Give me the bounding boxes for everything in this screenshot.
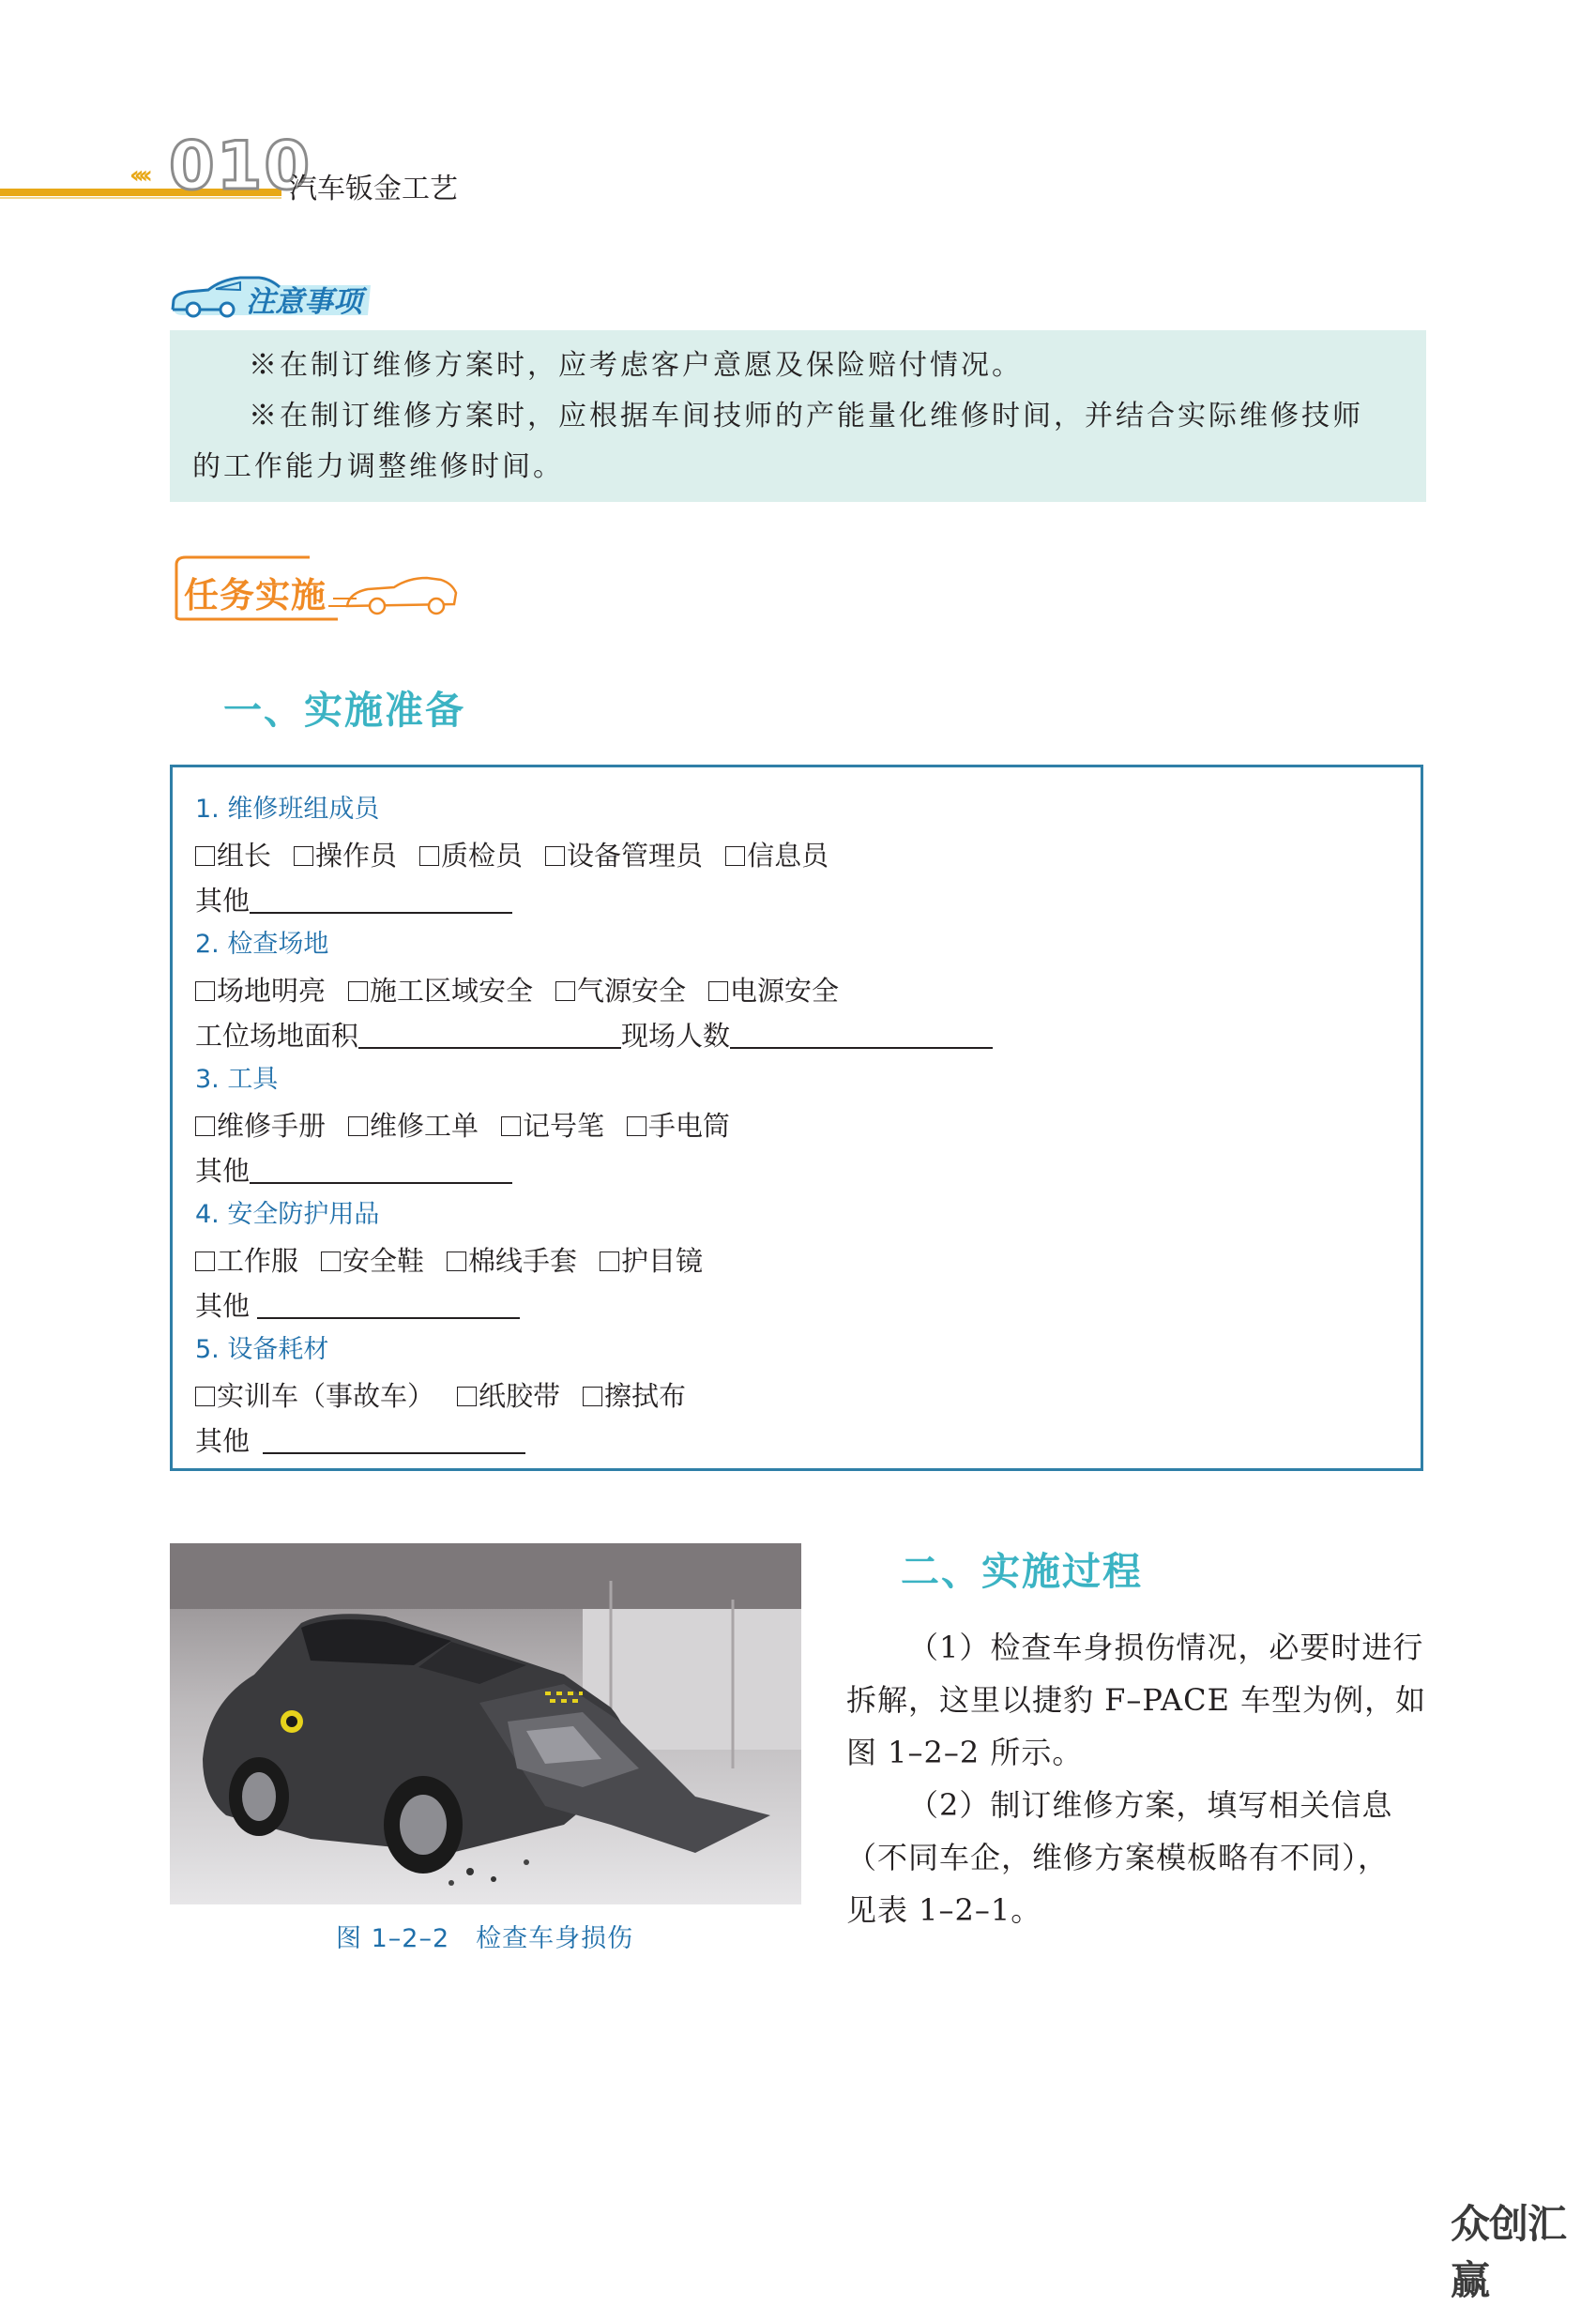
checkbox[interactable]	[348, 981, 368, 1001]
checkbox[interactable]	[600, 1252, 619, 1271]
checkbox[interactable]	[447, 1252, 466, 1271]
process-heading: 二、实施过程	[901, 1549, 1143, 1594]
other-row	[195, 1150, 512, 1189]
prep-options-row	[195, 1240, 725, 1279]
checkbox-option[interactable]: 擦拭布	[583, 1375, 686, 1414]
other-row	[195, 1285, 520, 1324]
checkbox-option[interactable]: 气源安全	[555, 970, 686, 1009]
checkbox[interactable]	[583, 1387, 602, 1406]
notice-line: 的工作能力调整维修时间。	[192, 450, 564, 483]
other-label: 其他	[195, 1425, 251, 1457]
checkbox[interactable]	[348, 1116, 368, 1136]
prep-section-title: 5. 设备耗材	[195, 1335, 329, 1364]
checkbox[interactable]	[501, 1116, 521, 1136]
checkbox[interactable]	[195, 981, 215, 1001]
checkbox[interactable]	[294, 846, 313, 866]
crashed-car-photo	[170, 1543, 801, 1904]
checkbox-option[interactable]: 安全鞋	[321, 1240, 424, 1279]
other-label: 其他	[195, 885, 251, 917]
other-label: 其他	[195, 1290, 251, 1322]
prep-options-row	[195, 1105, 752, 1144]
checkbox[interactable]	[627, 1116, 646, 1136]
watermark: 众创汇赢	[1451, 2201, 1567, 2303]
checkbox[interactable]	[195, 1252, 215, 1271]
other-label: 其他	[195, 1155, 251, 1187]
checkbox[interactable]	[419, 846, 439, 866]
chevrons-icon: ‹‹‹‹	[129, 161, 147, 190]
notice-box	[170, 330, 1426, 502]
checkbox[interactable]	[725, 846, 745, 866]
checkbox[interactable]	[195, 846, 215, 866]
other-blank-field[interactable]	[257, 1291, 520, 1319]
checkbox-option[interactable]: 电源安全	[708, 970, 839, 1009]
checkbox[interactable]	[555, 981, 575, 1001]
checkbox-option[interactable]: 记号笔	[501, 1105, 604, 1144]
checkbox-option[interactable]: 场地明亮	[195, 970, 326, 1009]
page-number: 010	[169, 128, 312, 205]
other-row	[195, 1420, 525, 1459]
checkbox-option[interactable]: 手电筒	[627, 1105, 730, 1144]
other-row	[195, 880, 512, 918]
checkbox-option[interactable]: 设备管理员	[545, 835, 703, 873]
checkbox-option[interactable]: 信息员	[725, 835, 828, 873]
notice-line: ※在制订维修方案时，应根据车间技师的产能量化维修时间，并结合实际维修技师	[249, 400, 1363, 432]
process-line: （2）制订维修方案，填写相关信息	[908, 1787, 1393, 1823]
checkbox-option[interactable]: 组长	[195, 835, 271, 873]
prep-options-row	[195, 835, 851, 873]
notice-title: 注意事项	[246, 285, 362, 319]
checkbox-option[interactable]: 维修手册	[195, 1105, 326, 1144]
other-blank-field[interactable]	[263, 1426, 525, 1454]
prep-section-title: 2. 检查场地	[195, 930, 329, 959]
figure-caption: 图 1–2–2 检查车身损伤	[336, 1924, 634, 1953]
process-line: 拆解，这里以捷豹 F–PACE 车型为例，如	[846, 1682, 1427, 1718]
people-label: 现场人数	[621, 1020, 731, 1052]
area-people-row	[195, 1015, 993, 1054]
prep-section-title: 3. 工具	[195, 1065, 279, 1094]
prep-heading: 一、实施准备	[223, 688, 465, 733]
task-title: 任务实施	[184, 575, 327, 615]
process-line: 见表 1–2–1。	[846, 1892, 1042, 1928]
checkbox-option[interactable]: 护目镜	[600, 1240, 703, 1279]
checkbox[interactable]	[545, 846, 565, 866]
checkbox-option[interactable]: 施工区域安全	[348, 970, 533, 1009]
checkbox-option[interactable]: 棉线手套	[447, 1240, 577, 1279]
process-line: 图 1–2–2 所示。	[846, 1735, 1084, 1770]
area-blank-field[interactable]	[358, 1021, 621, 1049]
area-label: 工位场地面积	[195, 1020, 359, 1052]
prep-section-title: 1. 维修班组成员	[195, 795, 380, 824]
checkbox[interactable]	[321, 1252, 341, 1271]
process-line: （1）检查车身损伤情况，必要时进行	[908, 1630, 1424, 1665]
prep-options-row	[195, 1375, 708, 1414]
prep-options-row	[195, 970, 861, 1009]
checkbox-option[interactable]: 质检员	[419, 835, 523, 873]
checkbox-option[interactable]: 维修工单	[348, 1105, 479, 1144]
people-blank-field[interactable]	[730, 1021, 993, 1049]
checkbox-option[interactable]: 纸胶带	[457, 1375, 560, 1414]
checkbox[interactable]	[195, 1387, 215, 1406]
process-line: （不同车企，维修方案模板略有不同），	[846, 1840, 1390, 1875]
checkbox[interactable]	[708, 981, 728, 1001]
prep-section-title: 4. 安全防护用品	[195, 1200, 380, 1229]
checkbox[interactable]	[457, 1387, 477, 1406]
book-title: 汽车钣金工艺	[289, 173, 458, 205]
prep-checklist-box	[170, 765, 1423, 1471]
other-blank-field[interactable]	[250, 886, 512, 914]
other-blank-field[interactable]	[250, 1156, 512, 1184]
checkbox[interactable]	[195, 1116, 215, 1136]
checkbox-option[interactable]: 实训车（事故车）	[195, 1375, 434, 1414]
checkbox-option[interactable]: 操作员	[294, 835, 397, 873]
checkbox-option[interactable]: 工作服	[195, 1240, 298, 1279]
notice-line: ※在制订维修方案时，应考虑客户意愿及保险赔付情况。	[249, 349, 1023, 382]
